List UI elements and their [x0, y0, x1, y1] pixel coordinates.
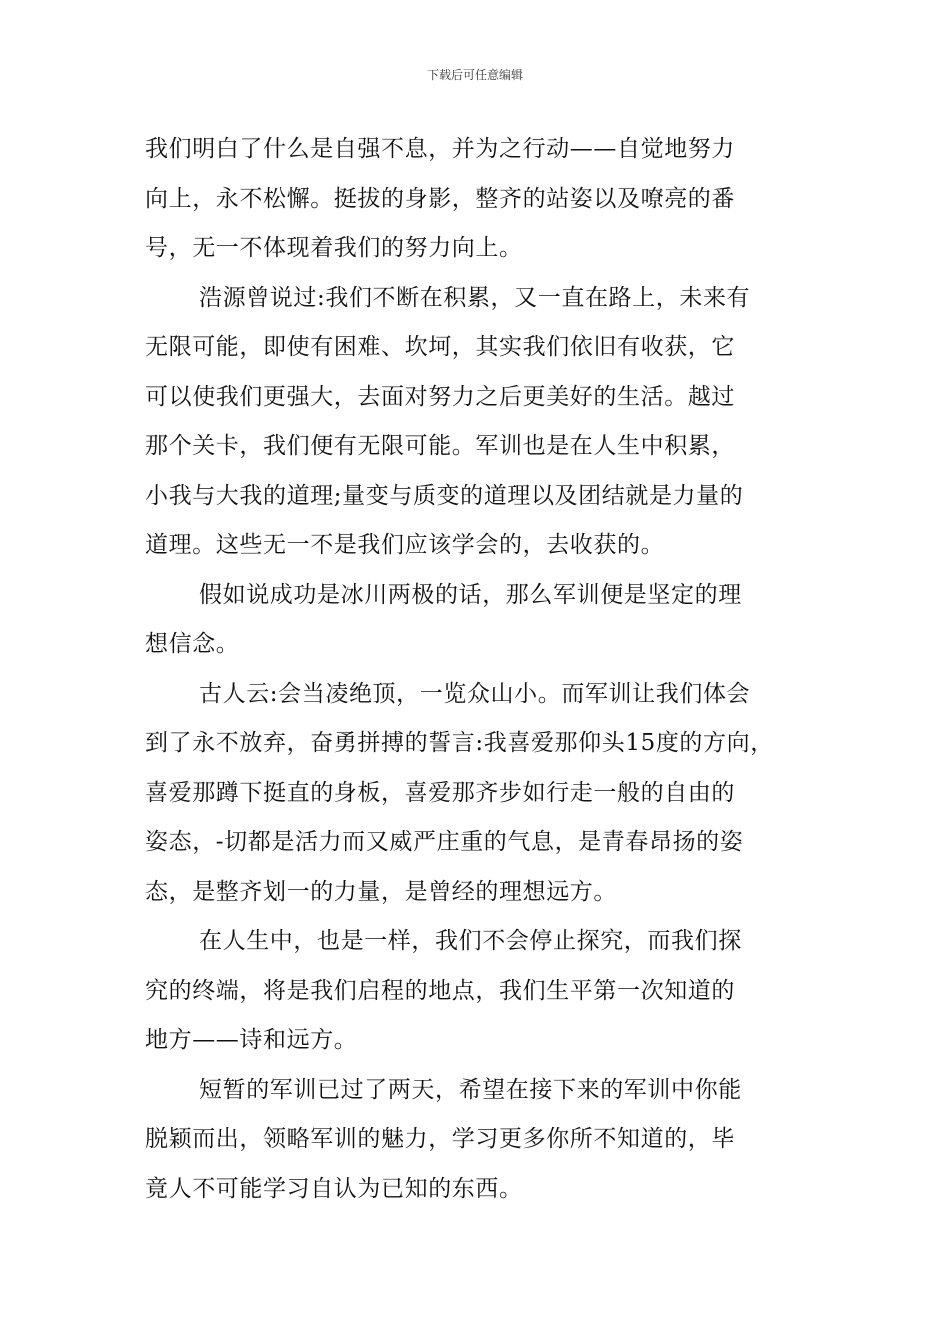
paragraph-5: [145, 917, 825, 1066]
text-line: 想信念。: [145, 631, 240, 657]
text-line: 究的终端，将是我们启程的地点，我们生平第一次知道的: [145, 977, 735, 1004]
text-line: 脱颖而出，领略军训的魅力，学习更多你所不知道的，毕: [145, 1126, 735, 1152]
text-line: 古人云:会当凌绝顶，一览众山小。而军训让我们体会: [199, 680, 751, 707]
text-line: 地方——诗和远方。: [145, 1027, 358, 1053]
text-line: 到了永不放弃，奋勇拼搏的誓言:我喜爱那仰头15度的方向，: [145, 730, 774, 756]
text-line: 竟人不可能学习自认为已知的东西。: [145, 1175, 523, 1202]
document-body: [145, 125, 825, 1214]
text-line: 姿态，-切都是活力而又威严庄重的气息，是青春昂扬的姿: [145, 829, 744, 855]
text-line: 在人生中，也是一样，我们不会停止探究，而我们探: [199, 928, 742, 954]
paragraph-6: [145, 1066, 825, 1215]
text-line: 那个关卡，我们便有无限可能。军训也是在人生中积累，: [145, 433, 735, 459]
paragraph-4: [145, 670, 825, 918]
text-line: 态，是整齐划一的力量，是曾经的理想远方。: [145, 878, 617, 905]
paragraph-2: [145, 274, 825, 571]
text-line: 无限可能，即使有困难、坎坷，其实我们依旧有收获，它: [145, 334, 735, 360]
text-line: 小我与大我的道理;量变与质变的道理以及团结就是力量的: [145, 482, 744, 509]
paragraph-1: [145, 125, 825, 274]
text-line: 向上，永不松懈。挺拔的身影，整齐的站姿以及嘹亮的番: [145, 185, 735, 212]
text-line: 号，无一不体现着我们的努力向上。: [145, 235, 523, 261]
text-line: 假如说成功是冰川两极的话，那么军训便是坚定的理: [199, 581, 742, 608]
text-line: 短暂的军训已过了两天，希望在接下来的军训中你能: [199, 1076, 742, 1103]
text-line: 浩源曾说过:我们不断在积累，又一直在路上，未来有: [199, 284, 751, 311]
text-line: 喜爱那蹲下挺直的身板，喜爱那齐步如行走一般的自由的: [145, 779, 735, 806]
text-line: 我们明白了什么是自强不息，并为之行动——自觉地努力: [145, 136, 735, 162]
text-line: 道理。这些无一不是我们应该学会的，去收获的。: [145, 532, 665, 558]
page-header-note: 下载后可任意编辑: [426, 68, 523, 82]
paragraph-3: [145, 571, 825, 670]
text-line: 可以使我们更强大，去面对努力之后更美好的生活。越过: [145, 383, 735, 410]
